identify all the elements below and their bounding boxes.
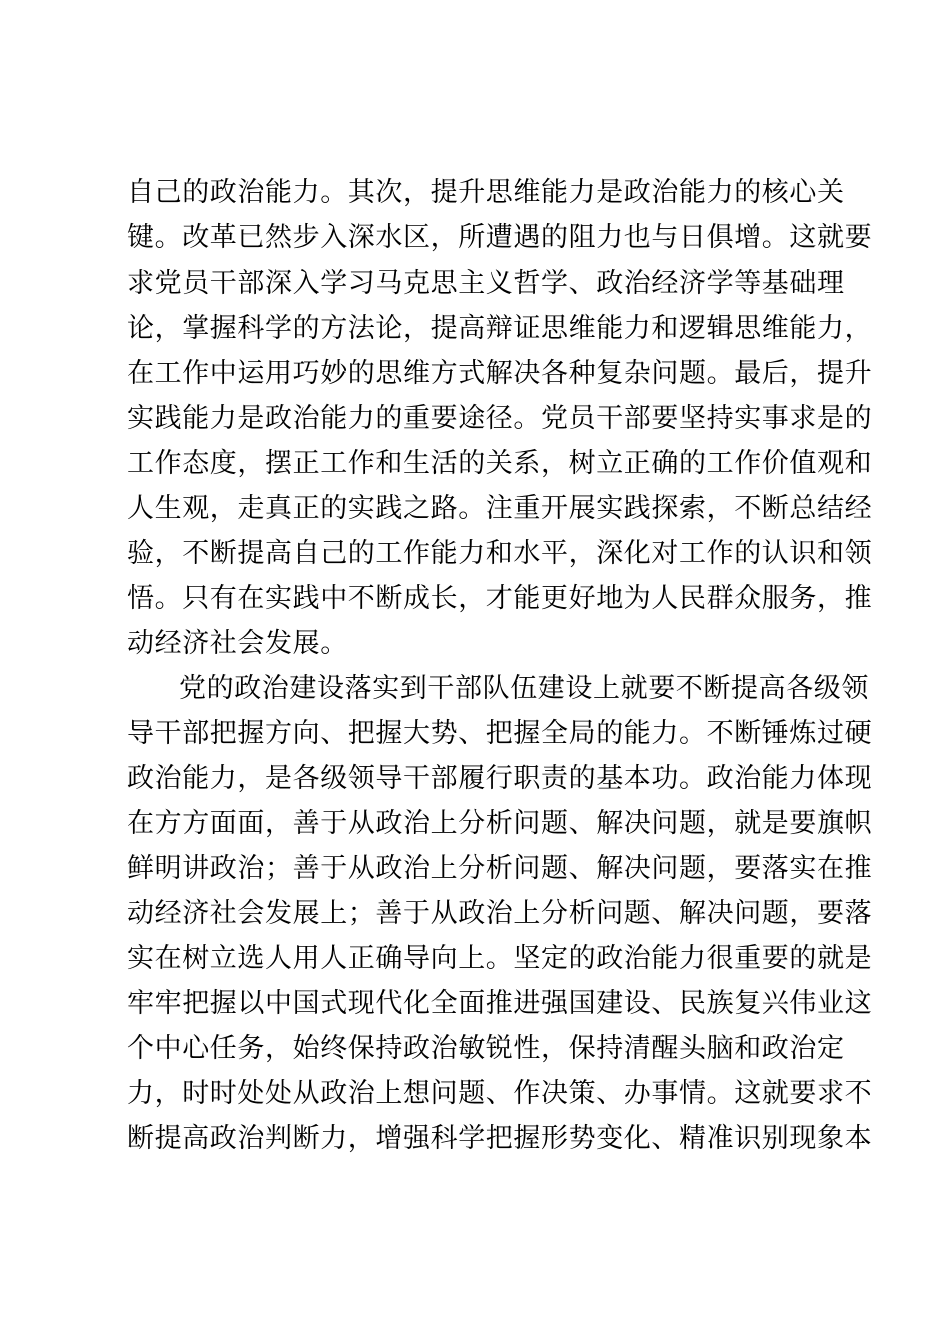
text-line: 求党员干部深入学习马克思主义哲学、政治经济学等基础理 [127, 268, 845, 299]
text-line: 验，不断提高自己的工作能力和水平，深化对工作的认识和领 [127, 538, 873, 569]
text-line: 实践能力是政治能力的重要途径。党员干部要坚持实事求是的 [127, 403, 873, 434]
text-line: 鲜明讲政治；善于从政治上分析问题、解决问题，要落实在推 [127, 853, 873, 884]
text-line: 个中心任务，始终保持政治敏锐性，保持清醒头脑和政治定 [127, 1033, 845, 1064]
text-line: 在方方面面，善于从政治上分析问题、解决问题，就是要旗帜 [127, 808, 873, 839]
paragraph-first-line: 党的政治建设落实到干部队伍建设上就要不断提高各级领 [179, 673, 869, 704]
text-line: 在工作中运用巧妙的思维方式解决各种复杂问题。最后，提升 [127, 358, 873, 389]
text-line: 动经济社会发展上；善于从政治上分析问题、解决问题，要落 [127, 898, 873, 929]
text-line: 实在树立选人用人正确导向上。坚定的政治能力很重要的就是 [127, 943, 873, 974]
text-line: 人生观，走真正的实践之路。注重开展实践探索，不断总结经 [127, 493, 873, 524]
text-line: 自己的政治能力。其次，提升思维能力是政治能力的核心关 [127, 177, 845, 208]
text-line: 政治能力，是各级领导干部履行职责的基本功。政治能力体现 [127, 763, 873, 794]
text-line: 牢牢把握以中国式现代化全面推进强国建设、民族复兴伟业这 [127, 988, 873, 1019]
text-line: 导干部把握方向、把握大势、把握全局的能力。不断锤炼过硬 [127, 718, 873, 749]
text-line: 键。改革已然步入深水区，所遭遇的阻力也与日俱增。这就要 [127, 222, 873, 253]
text-line: 悟。只有在实践中不断成长，才能更好地为人民群众服务，推 [127, 583, 873, 614]
text-line: 力，时时处处从政治上想问题、作决策、办事情。这就要求不 [127, 1078, 873, 1109]
text-line: 论，掌握科学的方法论，提高辩证思维能力和逻辑思维能力， [127, 313, 873, 344]
text-line: 断提高政治判断力，增强科学把握形势变化、精准识别现象本 [127, 1123, 873, 1154]
text-line: 动经济社会发展。 [127, 628, 348, 659]
text-line: 工作态度，摆正工作和生活的关系，树立正确的工作价值观和 [127, 448, 873, 479]
